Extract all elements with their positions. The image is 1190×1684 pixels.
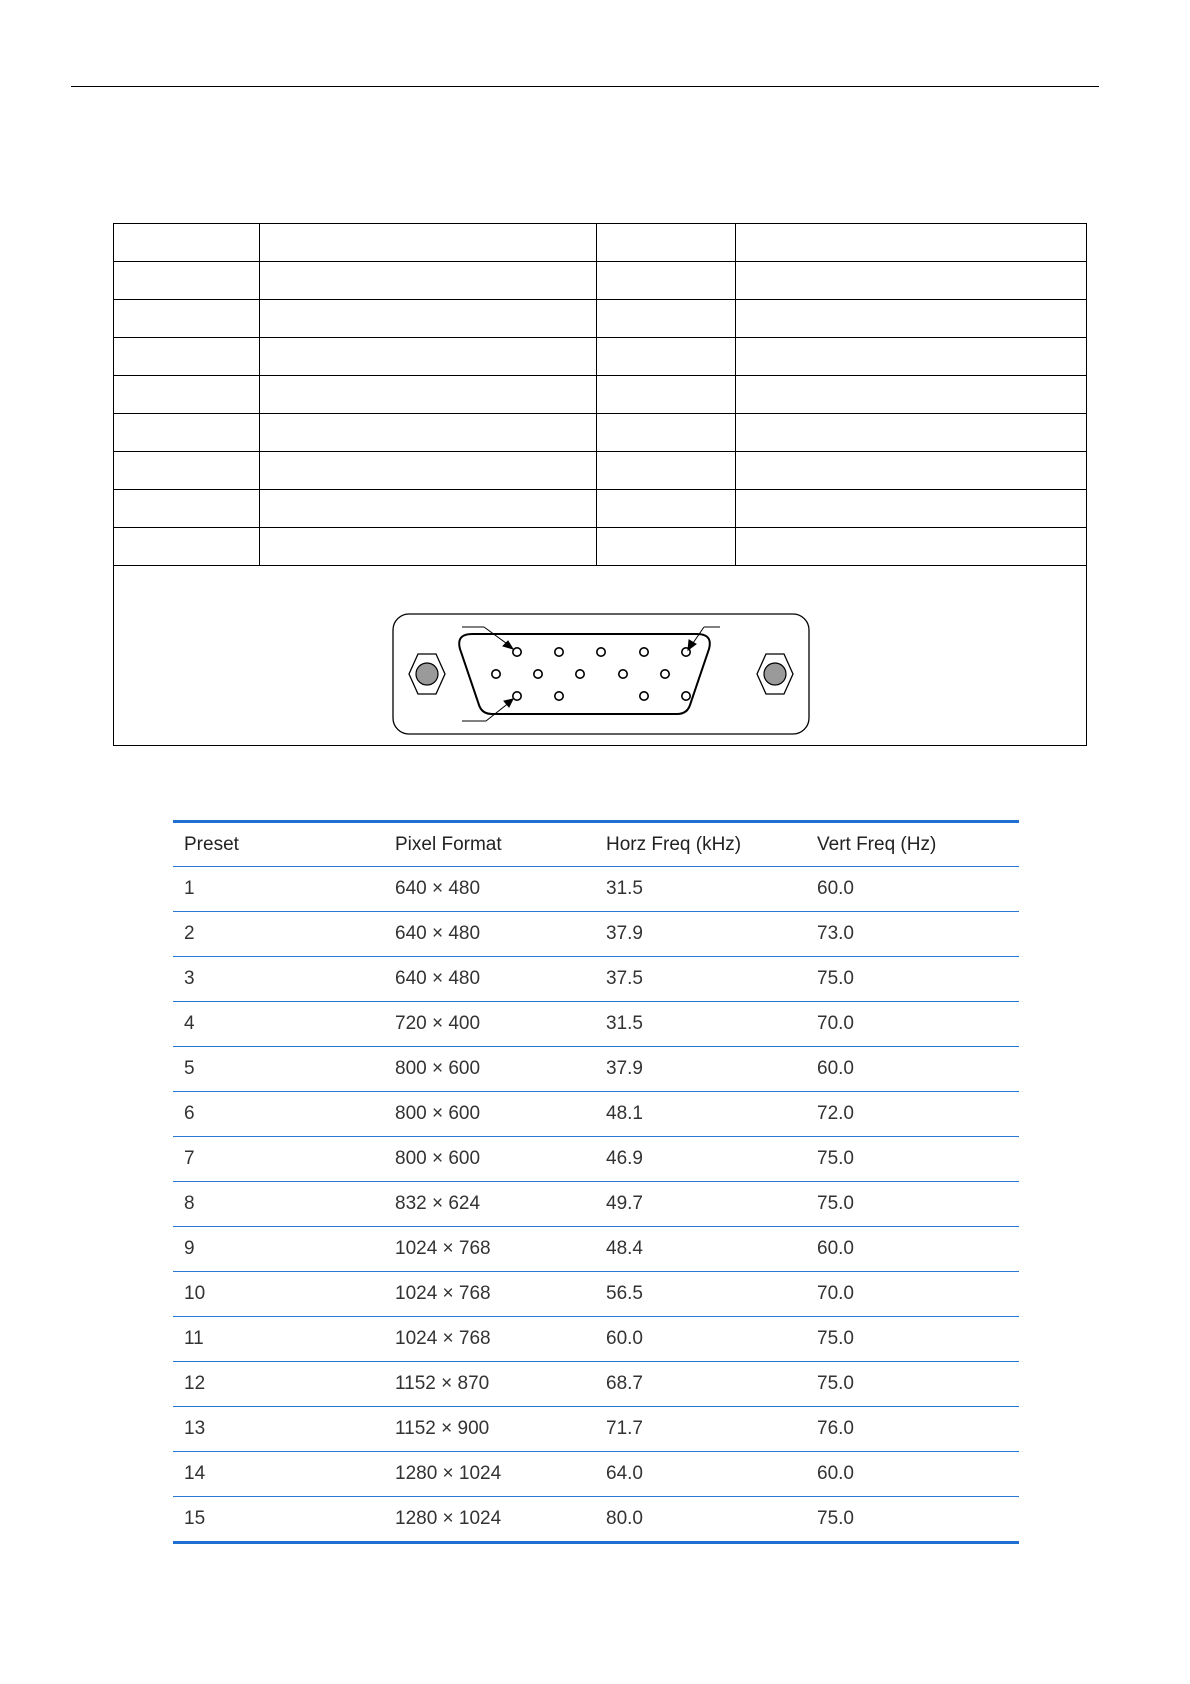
cell-preset: 7 — [173, 1137, 384, 1182]
cell-vert-freq: 60.0 — [806, 1047, 1019, 1092]
pin-table-cell — [735, 528, 1086, 566]
cell-pixel-format: 800 × 600 — [384, 1047, 595, 1092]
table-header-row — [173, 822, 1019, 867]
pin-table-cell — [114, 300, 259, 338]
pin-table-cell — [114, 262, 259, 300]
pin-table-row — [114, 300, 1086, 338]
pin-table-cell — [259, 452, 596, 490]
cell-horz-freq: 48.4 — [595, 1227, 806, 1272]
cell-pixel-format: 1280 × 1024 — [384, 1497, 595, 1543]
pin-table-cell — [114, 490, 259, 528]
pin-table-row — [114, 376, 1086, 414]
cell-pixel-format: 800 × 600 — [384, 1092, 595, 1137]
pin-table-row — [114, 414, 1086, 452]
pin-table-cell — [114, 528, 259, 566]
cell-horz-freq: 37.5 — [595, 957, 806, 1002]
cell-horz-freq: 49.7 — [595, 1182, 806, 1227]
cell-horz-freq: 37.9 — [595, 1047, 806, 1092]
cell-horz-freq: 71.7 — [595, 1407, 806, 1452]
table-row — [173, 1497, 1019, 1543]
cell-horz-freq: 48.1 — [595, 1092, 806, 1137]
cell-vert-freq: 75.0 — [806, 957, 1019, 1002]
cell-preset: 2 — [173, 912, 384, 957]
cell-pixel-format: 832 × 624 — [384, 1182, 595, 1227]
pin-table-cell — [259, 224, 596, 262]
table-row — [173, 1002, 1019, 1047]
cell-preset: 14 — [173, 1452, 384, 1497]
cell-preset: 9 — [173, 1227, 384, 1272]
cell-pixel-format: 640 × 480 — [384, 957, 595, 1002]
cell-pixel-format: 1024 × 768 — [384, 1317, 595, 1362]
connector-housing — [393, 614, 809, 734]
cell-vert-freq: 76.0 — [806, 1407, 1019, 1452]
cell-pixel-format: 1024 × 768 — [384, 1272, 595, 1317]
pin-table-cell — [596, 490, 735, 528]
pin-table-cell — [259, 338, 596, 376]
cell-vert-freq: 75.0 — [806, 1137, 1019, 1182]
table-row — [173, 1092, 1019, 1137]
pin-table-cell — [596, 376, 735, 414]
cell-preset: 12 — [173, 1362, 384, 1407]
header-preset: Preset — [173, 822, 384, 867]
pin-table-cell — [735, 300, 1086, 338]
cell-preset: 8 — [173, 1182, 384, 1227]
cell-horz-freq: 37.9 — [595, 912, 806, 957]
table-row — [173, 1407, 1019, 1452]
pin-table-cell — [735, 338, 1086, 376]
table-row — [173, 1137, 1019, 1182]
header-vert-freq: Vert Freq (Hz) — [806, 822, 1019, 867]
pin-assignment-table — [113, 223, 1087, 746]
cell-vert-freq: 60.0 — [806, 1452, 1019, 1497]
cell-pixel-format: 800 × 600 — [384, 1137, 595, 1182]
header-pixel-format: Pixel Format — [384, 822, 595, 867]
pin-assignment-grid — [114, 224, 1086, 566]
pin-table-cell — [114, 452, 259, 490]
cell-preset: 1 — [173, 867, 384, 912]
cell-vert-freq: 60.0 — [806, 867, 1019, 912]
cell-preset: 5 — [173, 1047, 384, 1092]
pin-table-cell — [735, 376, 1086, 414]
pin-table-row — [114, 338, 1086, 376]
preset-timing-table — [173, 820, 1019, 1544]
cell-vert-freq: 75.0 — [806, 1317, 1019, 1362]
vga-connector-diagram — [392, 613, 810, 735]
table-row — [173, 912, 1019, 957]
cell-horz-freq: 31.5 — [595, 867, 806, 912]
pin-table-cell — [259, 414, 596, 452]
pin-table-cell — [735, 224, 1086, 262]
pin-table-cell — [259, 376, 596, 414]
pin-table-cell — [596, 262, 735, 300]
cell-vert-freq: 72.0 — [806, 1092, 1019, 1137]
cell-preset: 11 — [173, 1317, 384, 1362]
table-row — [173, 867, 1019, 912]
pin-table-cell — [114, 338, 259, 376]
pin-table-cell — [259, 300, 596, 338]
cell-vert-freq: 75.0 — [806, 1362, 1019, 1407]
cell-horz-freq: 80.0 — [595, 1497, 806, 1543]
table-row — [173, 1452, 1019, 1497]
pin-table-cell — [735, 490, 1086, 528]
cell-pixel-format: 1152 × 870 — [384, 1362, 595, 1407]
pin-table-row — [114, 452, 1086, 490]
pin-table-row — [114, 528, 1086, 566]
pin-table-cell — [596, 414, 735, 452]
cell-preset: 4 — [173, 1002, 384, 1047]
cell-pixel-format: 1024 × 768 — [384, 1227, 595, 1272]
cell-pixel-format: 720 × 400 — [384, 1002, 595, 1047]
pin-table-cell — [596, 452, 735, 490]
table-row — [173, 1362, 1019, 1407]
cell-pixel-format: 1152 × 900 — [384, 1407, 595, 1452]
pin-table-cell — [735, 262, 1086, 300]
table-row — [173, 1182, 1019, 1227]
header-rule — [71, 86, 1099, 87]
cell-pixel-format: 640 × 480 — [384, 867, 595, 912]
pin-table-cell — [259, 528, 596, 566]
pin-table-cell — [259, 262, 596, 300]
table-row — [173, 1047, 1019, 1092]
pin-table-cell — [114, 376, 259, 414]
cell-horz-freq: 46.9 — [595, 1137, 806, 1182]
cell-horz-freq: 56.5 — [595, 1272, 806, 1317]
cell-preset: 15 — [173, 1497, 384, 1543]
pin-table-cell — [259, 490, 596, 528]
cell-vert-freq: 60.0 — [806, 1227, 1019, 1272]
cell-preset: 3 — [173, 957, 384, 1002]
pin-table-row — [114, 262, 1086, 300]
pin-table-cell — [596, 528, 735, 566]
pin-table-cell — [114, 414, 259, 452]
table-row — [173, 1272, 1019, 1317]
cell-vert-freq: 70.0 — [806, 1002, 1019, 1047]
cell-horz-freq: 60.0 — [595, 1317, 806, 1362]
table-row — [173, 957, 1019, 1002]
pin-table-cell — [596, 338, 735, 376]
cell-preset: 6 — [173, 1092, 384, 1137]
cell-pixel-format: 640 × 480 — [384, 912, 595, 957]
pin-table-cell — [735, 452, 1086, 490]
cell-vert-freq: 75.0 — [806, 1497, 1019, 1543]
cell-horz-freq: 31.5 — [595, 1002, 806, 1047]
cell-preset: 13 — [173, 1407, 384, 1452]
table-row — [173, 1317, 1019, 1362]
pin-table-cell — [114, 224, 259, 262]
cell-vert-freq: 70.0 — [806, 1272, 1019, 1317]
cell-pixel-format: 1280 × 1024 — [384, 1452, 595, 1497]
cell-vert-freq: 75.0 — [806, 1182, 1019, 1227]
pin-table-cell — [596, 300, 735, 338]
pin-table-cell — [596, 224, 735, 262]
cell-vert-freq: 73.0 — [806, 912, 1019, 957]
cell-horz-freq: 68.7 — [595, 1362, 806, 1407]
pin-table-row — [114, 224, 1086, 262]
pin-table-cell — [735, 414, 1086, 452]
header-horz-freq: Horz Freq (kHz) — [595, 822, 806, 867]
pin-table-row — [114, 490, 1086, 528]
cell-horz-freq: 64.0 — [595, 1452, 806, 1497]
table-row — [173, 1227, 1019, 1272]
cell-preset: 10 — [173, 1272, 384, 1317]
